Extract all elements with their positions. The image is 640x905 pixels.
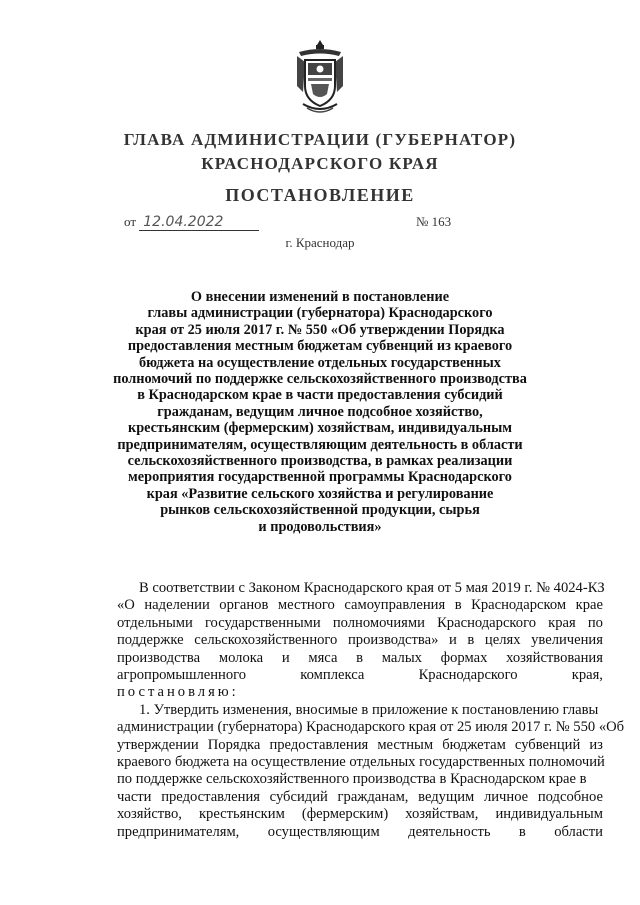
word: и — [448, 632, 457, 649]
title-line: О внесении изменений в постановление — [190, 289, 450, 305]
word: молока — [218, 649, 264, 666]
authority-title-line2: КРАСНОДАРСКОГО КРАЯ — [201, 154, 439, 173]
word: в — [454, 597, 462, 614]
word: производства — [117, 649, 201, 666]
title-line: предоставления местным бюджетам субвенций из краевого — [127, 338, 513, 355]
word: предоставления — [269, 736, 369, 753]
title-line: бюджета на осуществление отдельных государственных — [139, 354, 501, 371]
number-prefix: № — [416, 214, 429, 229]
word: деятельность — [408, 823, 491, 840]
paragraph-2-line — [117, 789, 603, 806]
paragraph-2-line: по поддержке сельскохозяйственного производства в Краснодарском крае в — [117, 771, 587, 788]
word: утверждении — [117, 736, 199, 753]
word: в — [518, 823, 526, 840]
word: поддержке — [117, 632, 184, 649]
title-line: края от 25 июля 2017 г. № 550 «Об утверждении Порядка — [135, 321, 505, 338]
title-line: рынков сельскохозяйственной продукции, сырья — [160, 502, 480, 519]
word: местного — [277, 597, 335, 614]
word: «О — [117, 597, 135, 614]
title-line: предпринимателям, осуществляющим деятельность в области — [117, 436, 523, 453]
word: и — [281, 649, 290, 666]
word: полномочиями — [332, 614, 425, 631]
word: Порядка — [207, 736, 261, 753]
word: ведущим — [418, 788, 475, 805]
word: увеличения — [531, 632, 603, 649]
word: Краснодарского — [418, 667, 518, 684]
authority-title-line1: ГЛАВА АДМИНИСТРАЦИИ (ГУБЕРНАТОР) — [123, 130, 517, 149]
paragraph-1-line: В соответствии с Законом Краснодарского края от 5 мая 2019 г. № 4024-КЗ — [139, 580, 605, 596]
word: хозяйство, — [117, 806, 182, 823]
paragraph-2-line: краевого бюджета на осуществление отдельных государственных полномочий — [117, 754, 605, 771]
word: бюджетам — [442, 736, 506, 753]
title-line: полномочий по поддержке сельскохозяйственного производства — [113, 371, 527, 388]
title-line: и продовольствия» — [258, 518, 382, 535]
title-line: главы администрации (губернатора) Краснодарского — [147, 305, 493, 322]
word: хозяйствования — [506, 649, 603, 666]
word: местным — [377, 736, 434, 753]
word: наделении — [144, 597, 210, 614]
title-line: в Краснодарском крае в части предоставления субсидий — [137, 387, 503, 404]
word: Краснодарского — [437, 614, 536, 631]
decree-word: постановляю: — [117, 684, 239, 701]
word: области — [554, 823, 603, 840]
paragraph-2-line: 1. Утвердить изменения, вносимые в приложение к постановлению главы — [139, 701, 599, 718]
word: части — [117, 788, 152, 805]
paragraph-2-line: администрации (губернатора) Краснодарского края от 25 июля 2017 г. № 550 «Об — [117, 719, 625, 736]
word: малых — [381, 649, 422, 666]
paragraph-1-line — [117, 650, 603, 667]
word: комплекса — [300, 667, 365, 684]
title-line: крестьянским (фермерским) хозяйствам, индивидуальным — [127, 420, 513, 437]
word: края, — [571, 667, 603, 684]
paragraph-2-line — [117, 824, 603, 841]
word: сельскохозяйственного — [194, 632, 338, 649]
document-body — [117, 580, 625, 841]
date-value: 12.04.2022 — [139, 214, 259, 231]
number-value: 163 — [431, 214, 452, 229]
paragraph-1-line — [117, 615, 603, 632]
word: в — [467, 632, 475, 649]
date-prefix: от — [124, 214, 137, 229]
word: гражданам, — [337, 788, 409, 805]
paragraph-2-line — [117, 806, 603, 823]
word: мяса — [308, 649, 338, 666]
word: из — [589, 736, 603, 753]
coat-of-arms-emblem — [293, 38, 347, 118]
paragraph-2-line — [117, 737, 603, 754]
word: субвенций — [514, 736, 581, 753]
word: органов — [219, 597, 269, 614]
paragraph-1-line — [117, 597, 603, 614]
title-line: края «Развитие сельского хозяйства и регулирование — [146, 485, 494, 502]
word: целях — [484, 632, 521, 649]
title-line: сельскохозяйственного производства, в рамках реализации — [127, 453, 513, 470]
word: хозяйствам, — [405, 806, 479, 823]
word: производства» — [347, 632, 439, 649]
word: осуществляющим — [267, 823, 380, 840]
word: государственными — [204, 614, 321, 631]
word: агропромышленного — [117, 667, 247, 684]
date-field — [124, 214, 259, 231]
title-line: гражданам, ведущим личное подсобное хозяйство, — [157, 403, 483, 420]
word: крае — [575, 597, 603, 614]
word: предоставления — [161, 788, 260, 805]
word: субсидий — [269, 788, 328, 805]
word: личное — [483, 788, 529, 805]
word: по — [587, 614, 603, 631]
word: отдельными — [117, 614, 193, 631]
word: крестьянским — [198, 806, 285, 823]
paragraph-1-line — [117, 632, 603, 649]
word: (фермерским) — [301, 806, 389, 823]
word: края — [548, 614, 576, 631]
word: Краснодарском — [471, 597, 567, 614]
word: индивидуальным — [495, 806, 603, 823]
city-line: г. Краснодар — [285, 235, 355, 250]
word: самоуправления — [344, 597, 446, 614]
paragraph-1-line — [117, 667, 603, 684]
word: предпринимателям, — [117, 823, 240, 840]
document-type-heading: ПОСТАНОВЛЕНИЕ — [225, 185, 415, 205]
word: подсобное — [537, 788, 603, 805]
title-line: мероприятия государственной программы Краснодарского — [128, 469, 512, 486]
word: в — [356, 649, 364, 666]
word: формах — [440, 649, 488, 666]
number-field — [416, 214, 451, 230]
document-title — [100, 289, 540, 535]
